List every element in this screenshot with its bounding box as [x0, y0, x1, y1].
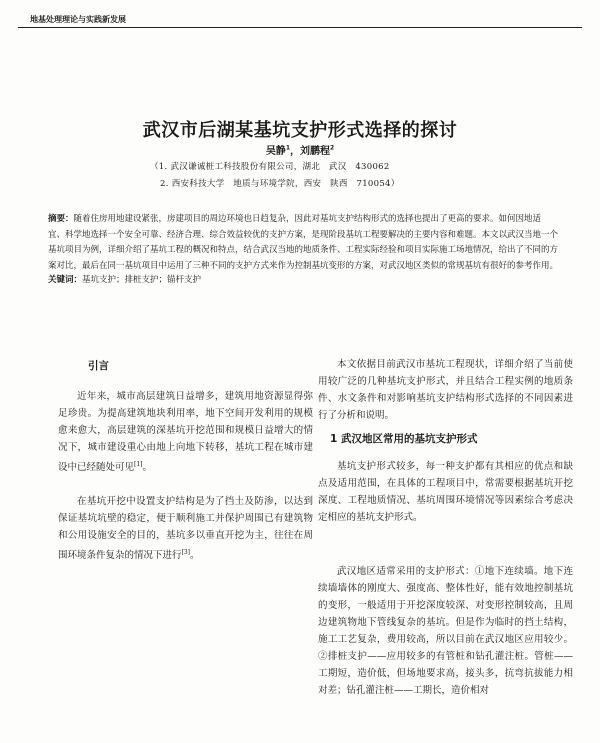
- abstract: [48, 212, 558, 274]
- citation-ref: [1]: [134, 461, 143, 468]
- abstract-label: 摘要：: [48, 214, 74, 224]
- citation-ref: [3]: [181, 549, 191, 556]
- section-1-heading: 1 武汉地区常用的基坑支护形式: [330, 433, 478, 445]
- keywords: [48, 273, 558, 285]
- author-name: 刘鹏程: [300, 146, 330, 157]
- keywords-label: 关键词：: [48, 275, 83, 285]
- intro-paragraph: [58, 493, 313, 564]
- intro-heading: 引言: [88, 360, 109, 372]
- running-head: 地基处理理论与实践新发展: [30, 15, 126, 24]
- intro-paragraph-text: 近年来，城市高层建筑日益增多，建筑用地资源显得弥足珍贵。为提高建筑地块利用率，地下空间开发利用的规模愈来愈大，高层建筑的深基坑开挖范围和规模日益增大的情况下，城市建设重心由地上向地下转移，基坑工程在城市建设中已经随处可见: [58, 391, 313, 474]
- paper-title: 武汉市后湖某基坑支护形式选择的探讨: [142, 120, 458, 141]
- keywords-text: 基坑支护；排桩支护；锚杆支护: [82, 275, 202, 285]
- intro-paragraph: [58, 388, 313, 476]
- intro-paragraph-text: 在基坑开挖中设置支护结构是为了挡土及防渗，以达到保证基坑坑壁的稳定，便于顺利施工并保护周围已有建筑物和公用设施安全的目的，基坑多以垂直开挖为主，往往在周围环境条件复杂的情况下进行: [58, 496, 313, 562]
- author-separator: ，: [290, 146, 300, 157]
- intro-continued-paragraph: 本文依据目前武汉市基坑工程现状，详细介绍了当前使用较广泛的几种基坑支护形式，并且结合工程实例的地质条件、水文条件和对影响基坑支护结构形式选择的不同因素进行了分析和说明。: [318, 359, 573, 421]
- intro-paragraph-tail: 。: [142, 462, 153, 474]
- abstract-text: 随着住房用地建设紧张，房建项目的周边环境也日趋复杂，因此对基坑支护结构形式的选择也提出了更高的要求。如何因地适宜、科学地选择一个安全可靠、经济合理、综合效益较优的支护方案，是现阶段基坑工程要解决的主要内容和难题。本文以武汉当地一个基坑项目为例，详细介绍了基坑工程的概况和特点，结合武汉当地的地质条件、工程实际经验和项目实际施工场地情况，给出了不同的方案对比，最后在同一基坑项目中运用了三种不同的支护方式来作为控制基坑变形的方案，对武汉地区类似的常规基坑有很好的参考作用。: [48, 214, 559, 271]
- affiliation-mark: 2: [330, 144, 335, 152]
- section-1-paragraph: 基坑支护形式较多，每一种支护都有其相应的优点和缺点及适用范围，在具体的工程项目中，常需要根据基坑开挖深度、工程地质情况、基坑周围环境情况等因素综合考虑决定相应的基坑支护形式。: [318, 461, 573, 523]
- author-name: 吴静: [265, 146, 286, 157]
- header-rule: [18, 27, 582, 28]
- affiliation-line: 2. 西安科技大学 地质与环境学院，西安 陕西 710054）: [160, 179, 400, 189]
- affiliation-line: （1. 武汉谦诚桩工科技股份有限公司，湖北 武汉 430062: [150, 162, 390, 172]
- intro-paragraph-tail: 。: [190, 550, 200, 562]
- author-line: [0, 142, 600, 157]
- affiliation-mark: 1: [285, 144, 290, 152]
- section-1-paragraph: 武汉地区适常采用的支护形式：①地下连续墙。地下连续墙墙体的刚度大、强度高、整体性好，能有效地控制基坑的变形，一般适用于开挖深度较深、对变形控制较高，且周边建筑物地下管线复杂的基坑。但是作为临时的挡土结构，施工工艺复杂，费用较高，所以目前在武汉地区应用较少。②排桩支护——应用较多的有管桩和钻孔灌注桩。管桩——工期短，造价低，但场地要求高，接头多，抗弯抗拔能力相对差；钻孔灌注桩——工期长，造价相对: [318, 566, 573, 696]
